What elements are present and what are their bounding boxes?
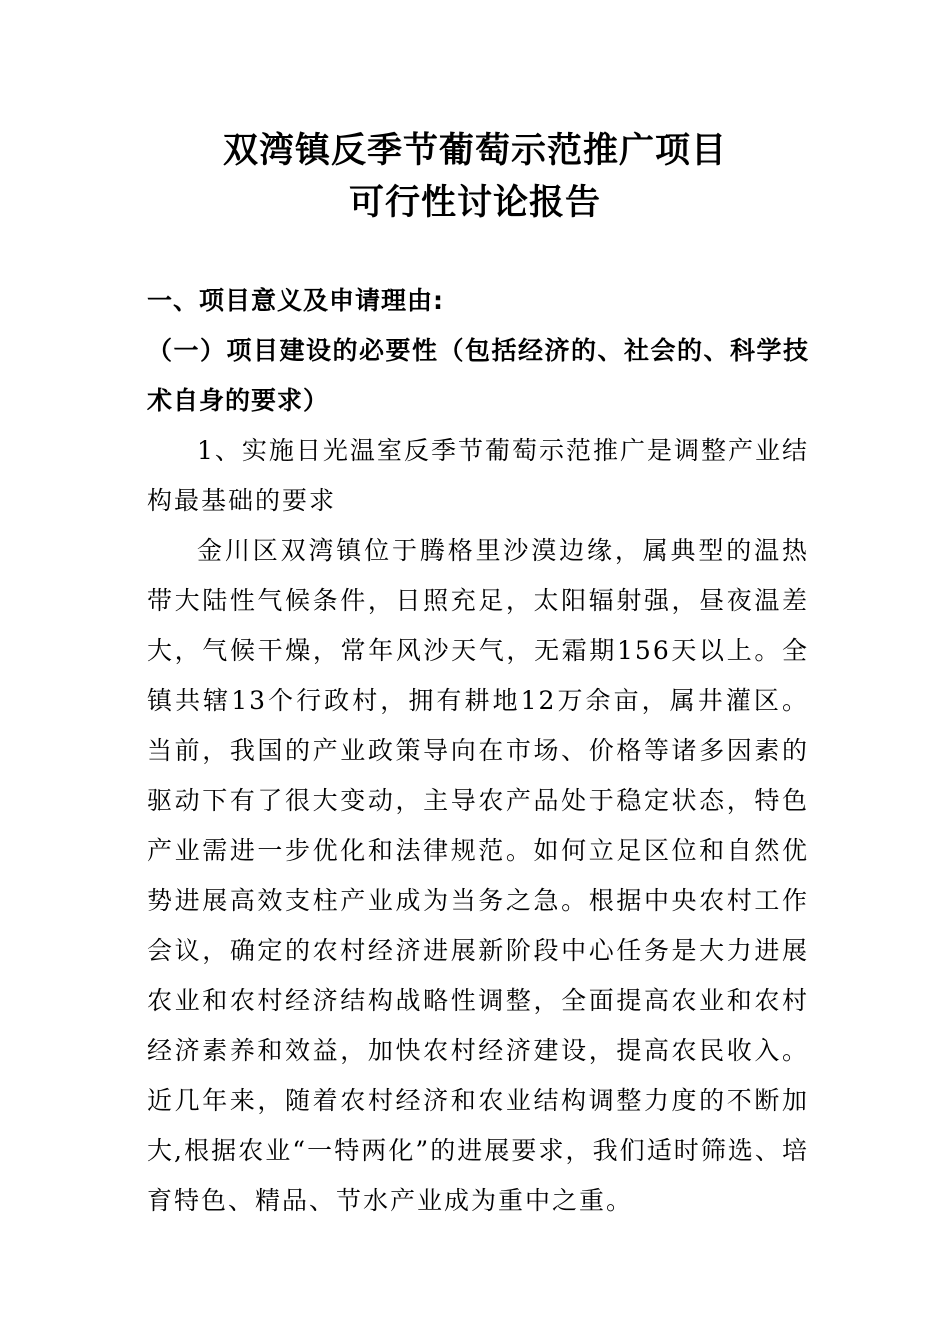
document-title-line1: 双湾镇反季节葡萄示范推广项目 bbox=[222, 131, 727, 171]
section-heading: 一、项目意义及申请理由: bbox=[147, 286, 444, 315]
document-body bbox=[147, 276, 809, 1226]
point-heading: 1、实施日光温室反季节葡萄示范推广是调整产业结构最基础的要求 bbox=[147, 436, 809, 515]
document-title-line2: 可行性讨论报告 bbox=[348, 183, 601, 223]
subsection-heading: （一）项目建设的必要性（包括经济的、社会的、科学技术自身的要求） bbox=[147, 336, 809, 415]
body-paragraph: 金川区双湾镇位于腾格里沙漠边缘，属典型的温热带大陆性气候条件，日照充足，太阳辐射强，昼夜温差大，气候干燥，常年风沙天气，无霜期156天以上。全镇共辖13个行政村，拥有耕地12万余亩，属井灌区。当前，我国的产业政策导向在市场、价格等诸多因素的驱动下有了很大变动，主导农产品处于稳定状态，特色产业需进一步优化和法律规范。如何立足区位和自然优势进展高效支柱产业成为当务之急。根据中央农村工作会议，确定的农村经济进展新阶段中心任务是大力进展农业和农村经济结构战略性调整，全面提高农业和农村经济素养和效益，加快农村经济建设，提高农民收入。近几年来，随着农村经济和农业结构调整力度的不断加大,根据农业“一特两化”的进展要求，我们适时筛选、培育特色、精品、节水产业成为重中之重。 bbox=[147, 536, 809, 1215]
